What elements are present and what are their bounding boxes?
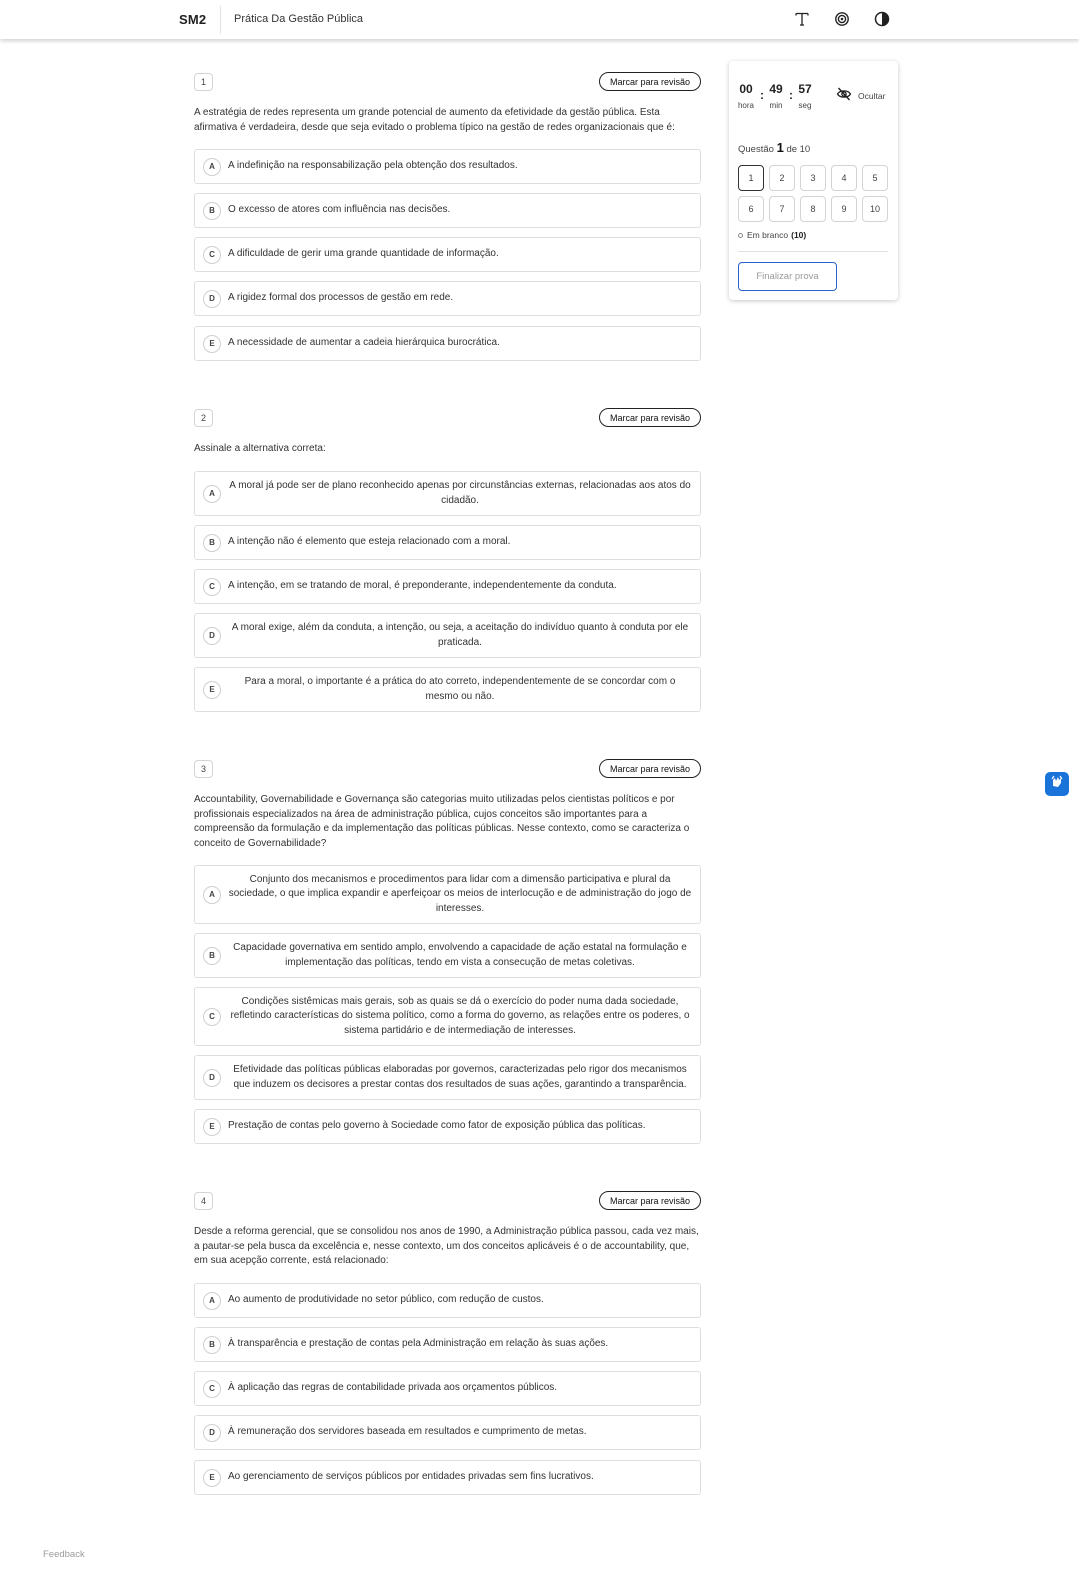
option-text: A intenção não é elemento que esteja relacionado com a moral. — [228, 536, 511, 548]
option-c[interactable] — [194, 569, 701, 604]
option-text: Ao gerenciamento de serviços públicos por entidades privadas sem fins lucrativos. — [228, 1471, 594, 1483]
text-size-icon[interactable] — [792, 9, 812, 29]
option-text: A moral já pode ser de plano reconhecido apenas por circunstâncias externas, relacionadas aos atos do cidadão. — [229, 479, 691, 506]
option-letter: A — [203, 485, 221, 503]
option-letter: A — [203, 158, 221, 176]
counter-suffix: de 10 — [786, 144, 811, 155]
timer-hours: 00 — [739, 82, 753, 96]
question-text: A estratégia de redes representa um grande potencial de aumento da efetividade da gestão pública. Esta afirmativa é verdadeira, desde que seja evitado o problema típico na gestão de redes organizacionais que é: — [194, 107, 675, 133]
legend-count: (10) — [791, 230, 807, 240]
option-a[interactable] — [194, 865, 701, 924]
option-text: Ao aumento de produtividade no setor público, com redução de custos. — [228, 1294, 544, 1306]
option-a[interactable] — [194, 1283, 701, 1318]
option-text: À transparência e prestação de contas pela Administração em relação às suas ações. — [228, 1338, 609, 1350]
option-text: A rigidez formal dos processos de gestão em rede. — [228, 292, 454, 304]
option-letter: D — [203, 290, 221, 308]
option-letter: C — [203, 246, 221, 264]
finish-exam-button[interactable]: Finalizar prova — [738, 262, 837, 291]
question-number: 4 — [194, 1192, 213, 1210]
question-nav-button[interactable]: 5 — [862, 165, 888, 191]
option-text: A necessidade de aumentar a cadeia hierárquica burocrática. — [228, 337, 500, 349]
option-c[interactable] — [194, 1371, 701, 1406]
option-letter: D — [203, 1069, 221, 1087]
timer-separator: : — [760, 88, 764, 102]
option-letter: B — [203, 202, 221, 220]
question-nav-button[interactable]: 10 — [862, 196, 888, 222]
hide-label: Ocultar — [858, 91, 886, 101]
mark-for-review-button[interactable]: Marcar para revisão — [599, 408, 701, 427]
timer-minutes-label: min — [769, 101, 783, 110]
panel-divider — [738, 251, 888, 252]
feedback-link[interactable]: Feedback — [43, 1549, 85, 1560]
circle-icon — [738, 233, 743, 238]
option-b[interactable] — [194, 1327, 701, 1362]
mark-for-review-button[interactable]: Marcar para revisão — [599, 759, 701, 778]
option-d[interactable] — [194, 613, 701, 658]
question-nav-button[interactable]: 9 — [831, 196, 857, 222]
option-c[interactable] — [194, 987, 701, 1046]
counter-prefix: Questão — [738, 144, 774, 155]
option-d[interactable] — [194, 281, 701, 316]
option-text: A indefinição na responsabilização pela obtenção dos resultados. — [228, 160, 518, 172]
question-nav-button[interactable]: 2 — [769, 165, 795, 191]
option-text: O excesso de atores com influência nas decisões. — [228, 204, 451, 216]
question-nav-button[interactable]: 4 — [831, 165, 857, 191]
option-text: A dificuldade de gerir uma grande quantidade de informação. — [228, 248, 499, 260]
question-number: 2 — [194, 409, 213, 427]
timer-hours-label: hora — [737, 101, 754, 110]
hide-timer-toggle[interactable] — [836, 87, 892, 105]
question-nav-button[interactable]: 1 — [738, 165, 764, 191]
option-letter: A — [203, 1292, 221, 1310]
option-b[interactable] — [194, 933, 701, 978]
question-nav-button[interactable]: 8 — [800, 196, 826, 222]
header-divider — [220, 6, 221, 34]
contrast-icon[interactable] — [872, 9, 892, 29]
option-letter: B — [203, 947, 221, 965]
question-number: 1 — [194, 73, 213, 91]
option-letter: D — [203, 1424, 221, 1442]
course-title: Prática Da Gestão Pública — [234, 13, 364, 25]
top-bar — [0, 0, 1079, 39]
option-b[interactable] — [194, 525, 701, 560]
option-letter: B — [203, 534, 221, 552]
option-d[interactable] — [194, 1415, 701, 1450]
option-text: À remuneração dos servidores baseada em resultados e cumprimento de metas. — [228, 1426, 587, 1438]
question-counter — [738, 140, 810, 155]
option-text: Efetividade das políticas públicas elaboradas por governos, caracterizadas pelo rigor dos mecanismos que induzem os decisores a prestar contas dos resultados de suas ações, garantindo a transparência. — [233, 1063, 687, 1090]
option-letter: C — [203, 1380, 221, 1398]
eye-off-icon — [836, 87, 852, 106]
option-letter: E — [203, 1469, 221, 1487]
option-letter: E — [203, 681, 221, 699]
option-b[interactable] — [194, 193, 701, 228]
option-letter: E — [203, 335, 221, 353]
timer-seconds: 57 — [798, 82, 812, 96]
option-e[interactable] — [194, 1109, 701, 1144]
timer-minutes: 49 — [769, 82, 783, 96]
option-e[interactable] — [194, 326, 701, 361]
timer-separator: : — [789, 88, 793, 102]
timer-seconds-label: seg — [798, 101, 812, 110]
option-text: A intenção, em se tratando de moral, é preponderante, independentemente da conduta. — [228, 580, 617, 592]
option-d[interactable] — [194, 1055, 701, 1100]
exam-side-panel — [729, 61, 898, 300]
brand-logo[interactable]: SM2 — [179, 12, 207, 27]
legend-label: Em branco — [747, 230, 789, 240]
option-e[interactable] — [194, 1460, 701, 1495]
option-letter: B — [203, 1336, 221, 1354]
option-text: À aplicação das regras de contabilidade privada aos orçamentos públicos. — [228, 1382, 558, 1394]
option-text: Prestação de contas pelo governo à Sociedade como fator de exposição pública das políticas. — [228, 1120, 646, 1132]
option-letter: A — [203, 886, 221, 904]
target-icon[interactable] — [832, 9, 852, 29]
mark-for-review-button[interactable]: Marcar para revisão — [599, 72, 701, 91]
counter-current: 1 — [776, 140, 784, 155]
question-text: Assinale a alternativa correta: — [194, 443, 326, 454]
option-text: A moral exige, além da conduta, a intenção, ou seja, a aceitação do indivíduo quanto à conduta por ele praticada. — [231, 621, 689, 648]
question-text: Desde a reforma gerencial, que se consolidou nos anos de 1990, a Administração pública passou, cada vez mais, a pautar-se pela busca da excelência e, nesse contexto, um dos conceitos aplicáveis é o de accountability, que, em sua acepção corrente, está relacionado: — [194, 1226, 699, 1267]
question-nav-button[interactable]: 7 — [769, 196, 795, 222]
option-a[interactable] — [194, 471, 701, 516]
option-a[interactable] — [194, 149, 701, 184]
option-e[interactable] — [194, 667, 701, 712]
option-c[interactable] — [194, 237, 701, 272]
option-letter: E — [203, 1118, 221, 1136]
option-text: Condições sistêmicas mais gerais, sob as quais se dá o exercício do poder numa dada sociedade, refletindo características do sistema político, como a forma do governo, as relações entre os poderes, o sistema partidário e de intermediação de interesses. — [230, 995, 690, 1036]
option-letter: C — [203, 1008, 221, 1026]
option-text: Para a moral, o importante é a prática do ato correto, independentemente de se concordar com o mesmo ou não. — [244, 675, 676, 702]
option-text: Capacidade governativa em sentido amplo, envolvendo a capacidade de ação estatal na formulação e implementação das políticas, tendo em vista a consecução de metas coletivas. — [233, 941, 687, 968]
question-number: 3 — [194, 760, 213, 778]
question-nav-button[interactable]: 6 — [738, 196, 764, 222]
sign-language-widget[interactable] — [1045, 772, 1069, 796]
mark-for-review-button[interactable]: Marcar para revisão — [599, 1191, 701, 1210]
blank-legend — [738, 230, 806, 240]
hands-icon — [1049, 774, 1065, 795]
option-letter: D — [203, 627, 221, 645]
question-text: Accountability, Governabilidade e Governança são categorias muito utilizadas pelos cientistas políticos e por profissionais especializados na área de administração pública, cujos conceitos são importantes para a compreensão da formulação e da implementação das políticas públicas. Nesse contexto, como se caracteriza o conceito de Governabilidade? — [194, 794, 690, 849]
option-text: Conjunto dos mecanismos e procedimentos para lidar com a dimensão participativa e plural da sociedade, o que implica expandir e aperfeiçoar os meios de interlocução e de administração do jogo de interesses. — [228, 873, 692, 914]
option-letter: C — [203, 578, 221, 596]
question-nav-button[interactable]: 3 — [800, 165, 826, 191]
